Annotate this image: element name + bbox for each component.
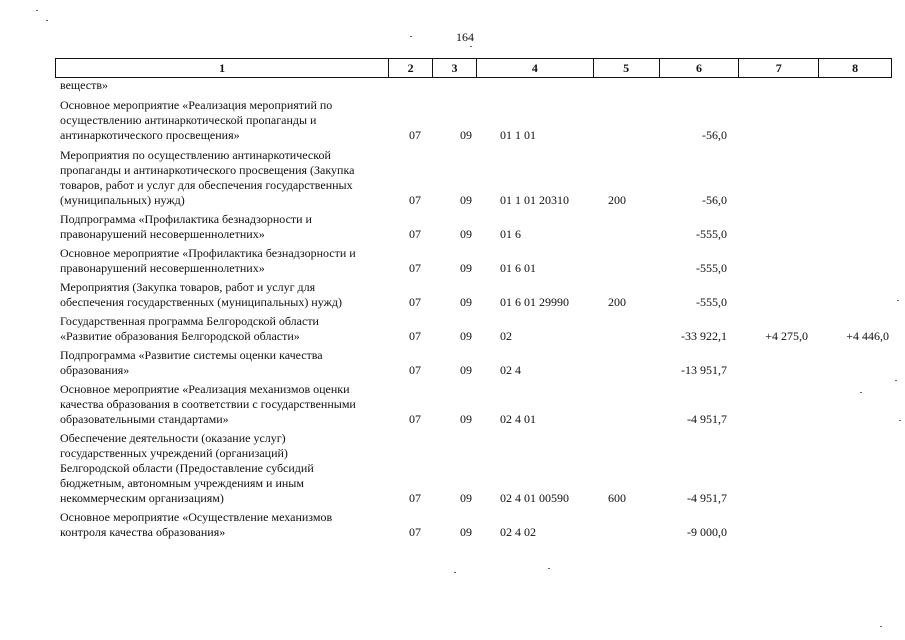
row-name: Государственная программа Белгородской области «Развитие образования Белгородской области»	[60, 314, 319, 343]
column-header-2: 2	[389, 59, 433, 77]
column-header-1: 1	[56, 59, 389, 77]
row-name: Основное мероприятие «Реализация механизмов оценки качества образования в соответствии с государственными образовательными стандартами»	[60, 382, 356, 426]
row-vr: 200	[608, 295, 626, 309]
row-rz: 07	[409, 295, 421, 309]
scan-speck	[548, 568, 550, 569]
row-name: Основное мероприятие «Профилактика безнадзорности и правонарушений несовершеннолетних»	[60, 246, 356, 275]
row-csr: 01 6 01	[500, 261, 536, 275]
scan-speck	[36, 10, 38, 11]
row-name: Подпрограмма «Профилактика безнадзорности и правонарушений несовершеннолетних»	[60, 212, 312, 241]
scan-speck	[897, 300, 899, 301]
scan-speck	[880, 626, 882, 627]
row-rz: 07	[409, 128, 421, 142]
row-sum-7: +4 275,0	[765, 329, 808, 343]
scan-speck	[899, 420, 901, 421]
table-row	[0, 98, 905, 143]
row-rz: 07	[409, 363, 421, 377]
row-csr: 02 4 01	[500, 412, 536, 426]
row-rz: 07	[409, 329, 421, 343]
page-number: 164	[456, 30, 474, 44]
row-pr: 09	[460, 128, 472, 142]
row-name: Обеспечение деятельности (оказание услуг) государственных учреждений (организаций) Белгородской области (Предоставление субсидий бюджетным, автономным учреждениям и иным некоммерческим организациям)	[60, 431, 314, 505]
row-pr: 09	[460, 491, 472, 505]
row-name: Основное мероприятие «Осуществление механизмов контроля качества образования»	[60, 510, 333, 539]
row-sum-6: -9 000,0	[687, 525, 727, 539]
row-vr: 600	[608, 491, 626, 505]
row-csr: 01 1 01	[500, 128, 536, 142]
table-header-row	[55, 58, 892, 78]
table-row	[0, 348, 905, 378]
row-csr: 02 4 01 00590	[500, 491, 569, 505]
row-rz: 07	[409, 412, 421, 426]
table-row	[0, 148, 905, 208]
row-sum-6: -555,0	[696, 227, 727, 241]
row-pr: 09	[460, 261, 472, 275]
row-sum-6: -13 951,7	[681, 363, 727, 377]
row-pr: 09	[460, 412, 472, 426]
row-sum-6: -33 922,1	[681, 329, 727, 343]
row-rz: 07	[409, 227, 421, 241]
row-pr: 09	[460, 525, 472, 539]
row-csr: 01 1 01 20310	[500, 193, 569, 207]
row-rz: 07	[409, 491, 421, 505]
row-sum-6: -4 951,7	[687, 491, 727, 505]
row-vr: 200	[608, 193, 626, 207]
row-sum-6: -555,0	[696, 261, 727, 275]
row-sum-6: -56,0	[702, 128, 727, 142]
row-name: Мероприятия (Закупка товаров, работ и услуг для обеспечения государственных (муниципальных) нужд)	[60, 280, 342, 309]
table-row	[0, 431, 905, 506]
column-header-3: 3	[433, 59, 477, 77]
column-header-5: 5	[594, 59, 660, 77]
scan-speck	[410, 36, 412, 37]
row-csr: 02	[500, 329, 512, 343]
row-rz: 07	[409, 261, 421, 275]
scan-speck	[895, 380, 897, 381]
row-name: Основное мероприятие «Реализация мероприятий по осуществлению антинаркотической пропаганды и антинаркотического просвещения»	[60, 98, 333, 142]
row-rz: 07	[409, 193, 421, 207]
column-header-8: 8	[852, 61, 859, 75]
row-pr: 09	[460, 295, 472, 309]
row-csr: 02 4 02	[500, 525, 536, 539]
row-csr: 01 6 01 29990	[500, 295, 569, 309]
scan-speck	[46, 20, 48, 21]
row-csr: 01 6	[500, 227, 521, 241]
row-sum-8: +4 446,0	[846, 329, 889, 343]
row-pr: 09	[460, 227, 472, 241]
row-pr: 09	[460, 193, 472, 207]
row-name: Подпрограмма «Развитие системы оценки качества образования»	[60, 348, 323, 377]
column-header-4: 4	[477, 59, 594, 77]
row-name: Мероприятия по осуществлению антинаркотической пропаганды и антинаркотического просвещения (Закупка товаров, работ и услуг для обеспечения государственных (муниципальных) нужд)	[60, 148, 355, 207]
table-row	[0, 212, 905, 242]
row-pr: 09	[460, 363, 472, 377]
row-pr: 09	[460, 329, 472, 343]
row-csr: 02 4	[500, 363, 521, 377]
continued-text-fragment: веществ»	[60, 78, 109, 92]
table-row	[0, 510, 905, 540]
row-rz: 07	[409, 525, 421, 539]
column-header-7: 7	[739, 59, 819, 77]
table-row	[0, 382, 905, 427]
scan-speck	[454, 572, 456, 573]
table-row	[0, 280, 905, 310]
table-row	[0, 314, 905, 344]
row-sum-6: -4 951,7	[687, 412, 727, 426]
scan-speck	[860, 392, 862, 393]
row-sum-6: -555,0	[696, 295, 727, 309]
column-header-6: 6	[660, 59, 740, 77]
table-row	[0, 246, 905, 276]
scan-speck	[470, 46, 472, 47]
row-sum-6: -56,0	[702, 193, 727, 207]
